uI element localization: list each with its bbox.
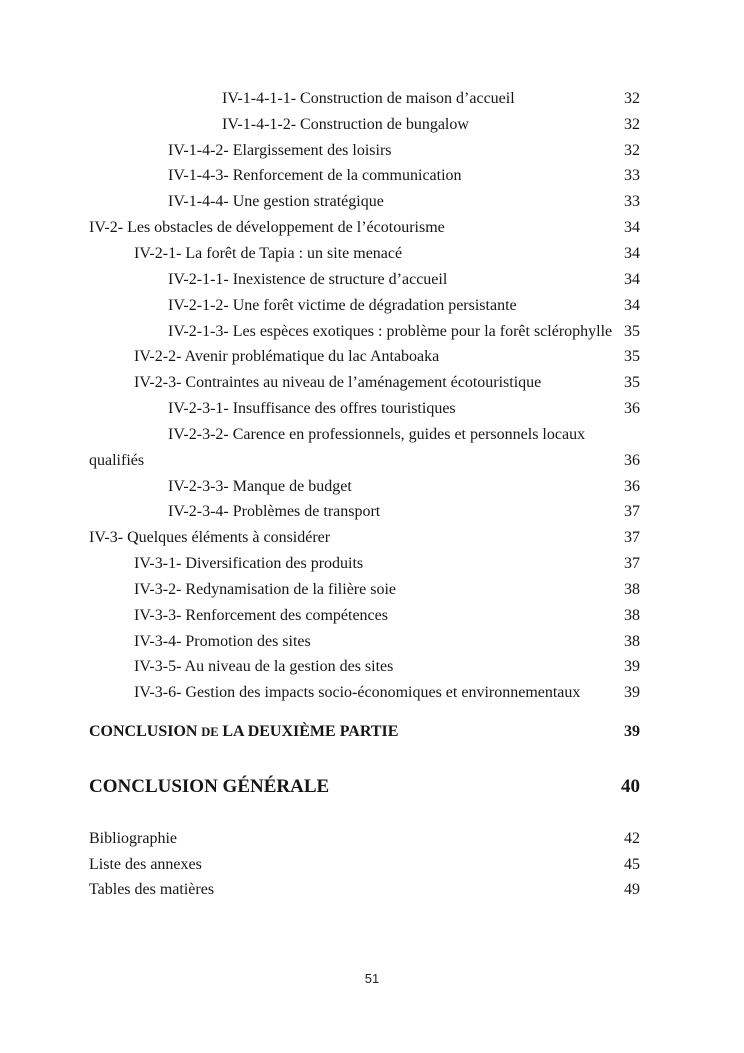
toc-entry-label: IV-2-3-2- Carence en professionnels, guides et personnels locaux <box>168 425 586 443</box>
toc-entry-label: IV-3-4- Promotion des sites <box>134 632 311 650</box>
toc-entry-bibliographie <box>89 826 640 852</box>
toc-entry-page: 33 <box>624 167 640 185</box>
toc-entry-label: Liste des annexes <box>89 855 202 873</box>
toc-entry <box>89 655 640 681</box>
toc-entry-liste-annexes <box>89 852 640 878</box>
toc-entry-page: 37 <box>624 503 640 521</box>
toc-entry <box>89 241 640 267</box>
toc-entry-page: 35 <box>624 322 640 340</box>
toc-entry-page: 34 <box>624 219 640 237</box>
toc-entry-label: IV-3-6- Gestion des impacts socio-économiques et environnementaux <box>134 684 581 702</box>
table-of-contents <box>89 86 640 903</box>
toc-entry-page: 39 <box>624 684 640 702</box>
toc-entry <box>89 396 640 422</box>
toc-entry-page: 34 <box>624 270 640 288</box>
toc-entry-page: 33 <box>624 193 640 211</box>
toc-entry-page: 34 <box>624 244 640 262</box>
toc-entry-page: 39 <box>624 658 640 676</box>
toc-entry-label: IV-3-5- Au niveau de la gestion des sites <box>134 658 394 676</box>
toc-entry <box>89 112 640 138</box>
toc-entry-label: Tables des matières <box>89 881 215 899</box>
toc-entry <box>89 474 640 500</box>
conclusion-part2-segment-3: LA DEUXIÈME PARTIE <box>222 722 399 740</box>
toc-entry-label: IV-1-4-2- Elargissement des loisirs <box>168 141 392 159</box>
toc-entry-page: 45 <box>624 855 640 873</box>
toc-entry <box>89 293 640 319</box>
toc-entry-label: IV-1-4-1-1- Construction de maison d’accueil <box>222 89 515 107</box>
toc-entry-page: 34 <box>624 296 640 314</box>
toc-entry-page: 37 <box>624 555 640 573</box>
toc-entry <box>89 525 640 551</box>
toc-entry-label: IV-1-4-3- Renforcement de la communication <box>168 167 462 185</box>
toc-entry-page: 36 <box>624 451 640 469</box>
toc-entry-label: IV-2-3-4- Problèmes de transport <box>168 503 381 521</box>
toc-entry-page: 42 <box>624 829 640 847</box>
toc-entry <box>89 603 640 629</box>
toc-entry-page: 49 <box>624 881 640 899</box>
toc-entry <box>89 551 640 577</box>
toc-entry-page: 38 <box>624 580 640 598</box>
toc-entry-label: IV-2-2- Avenir problématique du lac Antaboaka <box>134 348 440 366</box>
conclusion-part2-segment-2: DE <box>201 724 219 739</box>
toc-entry <box>89 680 640 706</box>
toc-entry-page: 37 <box>624 529 640 547</box>
toc-entry-page: 35 <box>624 348 640 366</box>
toc-entry-page: 36 <box>624 400 640 418</box>
toc-entry-label: IV-1-4-1-2- Construction de bungalow <box>222 115 469 133</box>
toc-entry-page: 35 <box>624 374 640 392</box>
toc-entry <box>89 138 640 164</box>
toc-entry-label: IV-1-4-4- Une gestion stratégique <box>168 193 384 211</box>
toc-entry-page: 39 <box>624 722 640 740</box>
toc-entry-label: IV-3-3- Renforcement des compétences <box>134 606 388 624</box>
toc-entry-label: IV-2-3-1- Insuffisance des offres touristiques <box>168 400 456 418</box>
toc-entry <box>89 86 640 112</box>
toc-entry <box>89 319 640 345</box>
toc-entry-page: 38 <box>624 632 640 650</box>
toc-entry-page: 36 <box>624 477 640 495</box>
toc-entry-label: IV-3-2- Redynamisation de la filière soie <box>134 580 396 598</box>
toc-entry <box>89 164 640 190</box>
toc-entry-page: 40 <box>621 775 640 797</box>
toc-entry <box>89 370 640 396</box>
toc-entry-conclusion-generale <box>89 771 640 802</box>
page-number-footer: 51 <box>364 971 380 986</box>
toc-entry <box>89 629 640 655</box>
toc-entry-label: IV-2-1- La forêt de Tapia : un site menacé <box>134 244 403 262</box>
toc-entry-label: Bibliographie <box>89 829 177 847</box>
toc-entry-label: IV-3-1- Diversification des produits <box>134 555 364 573</box>
toc-entry-label <box>89 724 398 740</box>
toc-entry-label: CONCLUSION GÉNÉRALE <box>89 775 330 797</box>
toc-entry-conclusion-part2 <box>89 719 640 745</box>
toc-entry-page: 32 <box>624 115 640 133</box>
toc-entry <box>89 267 640 293</box>
toc-entry <box>89 215 640 241</box>
toc-entry-label: IV-2-3- Contraintes au niveau de l’aménagement écotouristique <box>134 374 542 392</box>
toc-entry-page: 32 <box>624 89 640 107</box>
toc-entry-page: 32 <box>624 141 640 159</box>
toc-entry <box>89 500 640 526</box>
toc-entry <box>89 448 640 474</box>
toc-entry <box>89 422 640 448</box>
conclusion-part2-segment-1: CONCLUSION <box>89 722 198 740</box>
toc-entry-tables-matieres <box>89 877 640 903</box>
toc-entry <box>89 344 640 370</box>
toc-entry-label: IV-2-1-3- Les espèces exotiques : problème pour la forêt sclérophylle <box>168 322 613 340</box>
toc-entry-label: IV-3- Quelques éléments à considérer <box>89 529 331 547</box>
toc-entry-label: qualifiés <box>89 451 145 469</box>
toc-entry-label: IV-2-1-1- Inexistence de structure d’accueil <box>168 270 448 288</box>
toc-entry-page: 38 <box>624 606 640 624</box>
toc-entry-label: IV-2-1-2- Une forêt victime de dégradation persistante <box>168 296 517 314</box>
toc-entry-label: IV-2-3-3- Manque de budget <box>168 477 352 495</box>
toc-entry <box>89 577 640 603</box>
toc-entry-label: IV-2- Les obstacles de développement de l’écotourisme <box>89 219 445 237</box>
toc-entry <box>89 189 640 215</box>
